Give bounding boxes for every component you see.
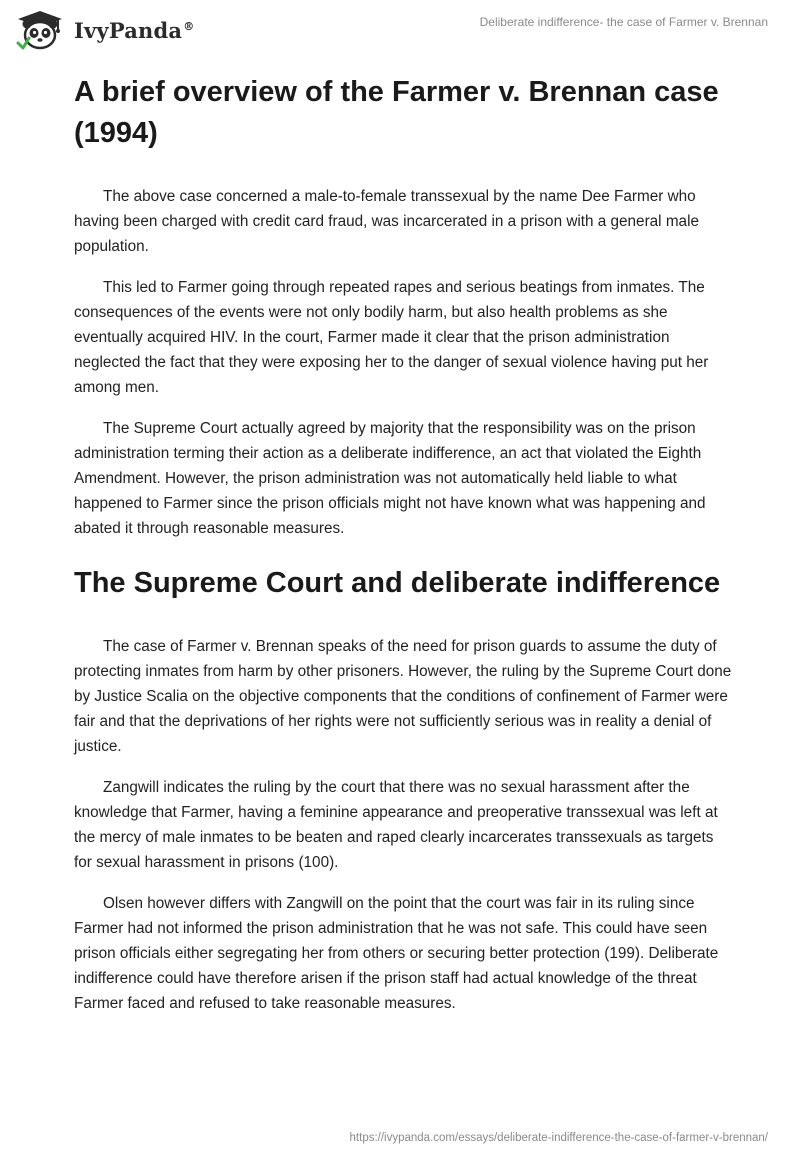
source-url-link[interactable]: https://ivypanda.com/essays/deliberate-indifference-the-case-of-farmer-v-brennan/ [349, 1132, 768, 1144]
paragraph: The above case concerned a male-to-female transsexual by the name Dee Farmer who having been charged with credit card fraud, was incarcerated in a prison with a general male population. [74, 188, 699, 255]
section-heading: The Supreme Court and deliberate indifference [74, 567, 721, 599]
page-header [0, 0, 800, 60]
paragraph: This led to Farmer going through repeated rapes and serious beatings from inmates. The consequences of the events were not only bodily harm, but also health problems as she eventually acquired HIV. In the court, Farmer made it clear that the prison administration neglected the fact that they were exposing her to the danger of sexual violence having put her among men. [74, 279, 709, 396]
panda-graduate-icon [14, 10, 66, 50]
running-title: Deliberate indifference- the case of Farmer v. Brennan [479, 15, 768, 29]
essay-content [74, 72, 734, 1032]
paragraph: The Supreme Court actually agreed by majority that the responsibility was on the prison administration terming their action as a deliberate indifference, an act that violated the Eighth Amendment. However, the prison administration was not automatically held liable to what happened to Farmer since the prison officials might not have known what was happening and abated it through reasonable measures. [74, 420, 706, 537]
paragraph: Zangwill indicates the ruling by the court that there was no sexual harassment after the knowledge that Farmer, having a feminine appearance and preoperative transsexual was left at the mercy of male inmates to be beaten and raped clearly incarcerates transsexuals as targets for sexual harassment in prisons (100). [74, 779, 718, 871]
registered-mark: ® [183, 19, 195, 33]
brand-logo[interactable] [14, 10, 194, 50]
section-heading: A brief overview of the Farmer v. Brennan case (1994) [74, 76, 719, 149]
paragraph: The case of Farmer v. Brennan speaks of the need for prison guards to assume the duty of protecting inmates from harm by other prisoners. However, the ruling by the Supreme Court done by Justice Scalia on the objective components that the conditions of confinement of Farmer were fair and that the deprivations of her rights were not sufficiently serious was in reality a denial of justice. [74, 638, 732, 755]
paragraph: Olsen however differs with Zangwill on the point that the court was fair in its ruling since Farmer had not informed the prison administration that he was not safe. This could have seen prison officials either segregating her from others or securing better protection (199). Deliberate indifference could have therefore arisen if the prison staff had actual knowledge of the threat Farmer faced and refused to take reasonable measures. [74, 895, 719, 1012]
brand-name: IvyPanda® [74, 17, 195, 43]
